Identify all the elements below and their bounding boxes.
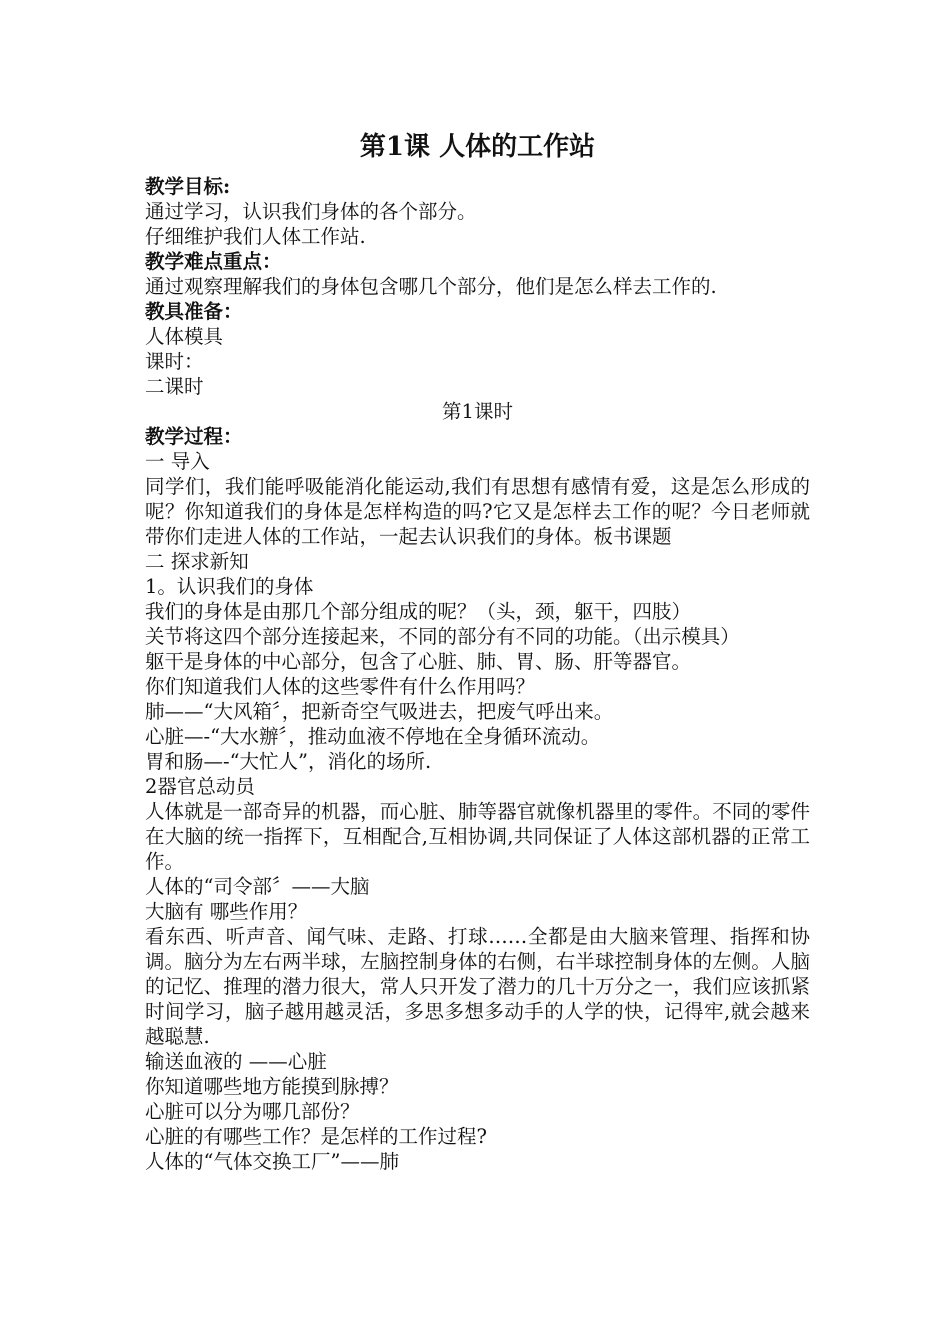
process-line: 人体的“气体交换工厂”——肺	[145, 1150, 399, 1173]
key-points-text: 通过观察理解我们的身体包含哪几个部分，他们是怎么样去工作的.	[145, 275, 717, 298]
process-line: 胃和肠—-“大忙人”，消化的场所.	[145, 750, 432, 773]
process-line: 二 探求新知	[145, 550, 249, 573]
process-line: 我们的身体是由那几个部分组成的呢？（头，颈，躯干，四肢）	[145, 600, 692, 623]
process-line: 大脑有 哪些作用？	[145, 900, 308, 923]
period-label: 课时：	[145, 350, 204, 373]
process-heading: 教学过程：	[145, 425, 243, 448]
process-line: 心脏的有哪些工作？是怎样的工作过程?	[145, 1125, 487, 1148]
process-line: 肺——“大风箱〞，把新奇空气吸进去，把废气呼出来。	[145, 700, 614, 723]
page-title: 第1课 人体的工作站	[359, 132, 596, 162]
process-line: 人体就是一部奇异的机器，而心脏、肺等器官就像机器里的零件。不同的零件在大脑的统一指挥下，互相配合,互相协调,共同保证了人体这部机器的正常工作。	[145, 800, 810, 873]
process-line: 躯干是身体的中心部分，包含了心脏、肺、胃、肠、肝等器官。	[145, 650, 692, 673]
process-line: 一 导入	[145, 450, 210, 473]
goal-item: 通过学习，认识我们身体的各个部分。	[145, 200, 477, 223]
key-points-heading: 教学难点重点：	[145, 250, 282, 273]
process-line: 关节将这四个部分连接起来，不同的部分有不同的功能。（出示模具）	[145, 625, 740, 648]
document-page	[145, 130, 810, 1174]
materials-text: 人体模具	[145, 325, 224, 348]
process-line: 2器官总动员	[145, 775, 255, 798]
goal-item: 仔细维护我们人体工作站.	[145, 225, 366, 248]
process-line: 看东西、听声音、闻气味、走路、打球……全都是由大脑来管理、指挥和协调。脑分为左右两半球，左脑控制身体的右侧，右半球控制身体的左侧。人脑的记忆、推理的潜力很大，常人只开发了潜力的几十万分之一，我们应该抓紧时间学习，脑子越用越灵活，多思多想多动手的人学的快，记得牢,就会越来越聪慧.	[145, 925, 810, 1048]
materials-heading: 教具准备：	[145, 300, 243, 323]
process-line: 心脏可以分为哪几部份？	[145, 1100, 360, 1123]
process-line: 人体的“司令部〞——大脑	[145, 875, 370, 898]
process-line: 输送血液的 ——心脏	[145, 1050, 327, 1073]
process-line: 1。认识我们的身体	[145, 575, 314, 598]
process-line: 你知道哪些地方能摸到脉搏？	[145, 1075, 399, 1098]
process-line: 同学们，我们能呼吸能消化能运动,我们有思想有感情有爱，这是怎么形成的呢？你知道我们的身体是怎样构造的吗?它又是怎样去工作的呢？今日老师就带你们走进人体的工作站，一起去认识我们的身体。板书课题	[145, 475, 810, 548]
lesson-label: 第1课时	[442, 400, 513, 423]
process-line: 心脏—-“大水辦〞，推动血液不停地在全身循环流动。	[145, 725, 601, 748]
process-line: 你们知道我们人体的这些零件有什么作用吗？	[145, 675, 536, 698]
goals-heading: 教学目标:	[145, 175, 231, 198]
period-value: 二课时	[145, 375, 204, 398]
